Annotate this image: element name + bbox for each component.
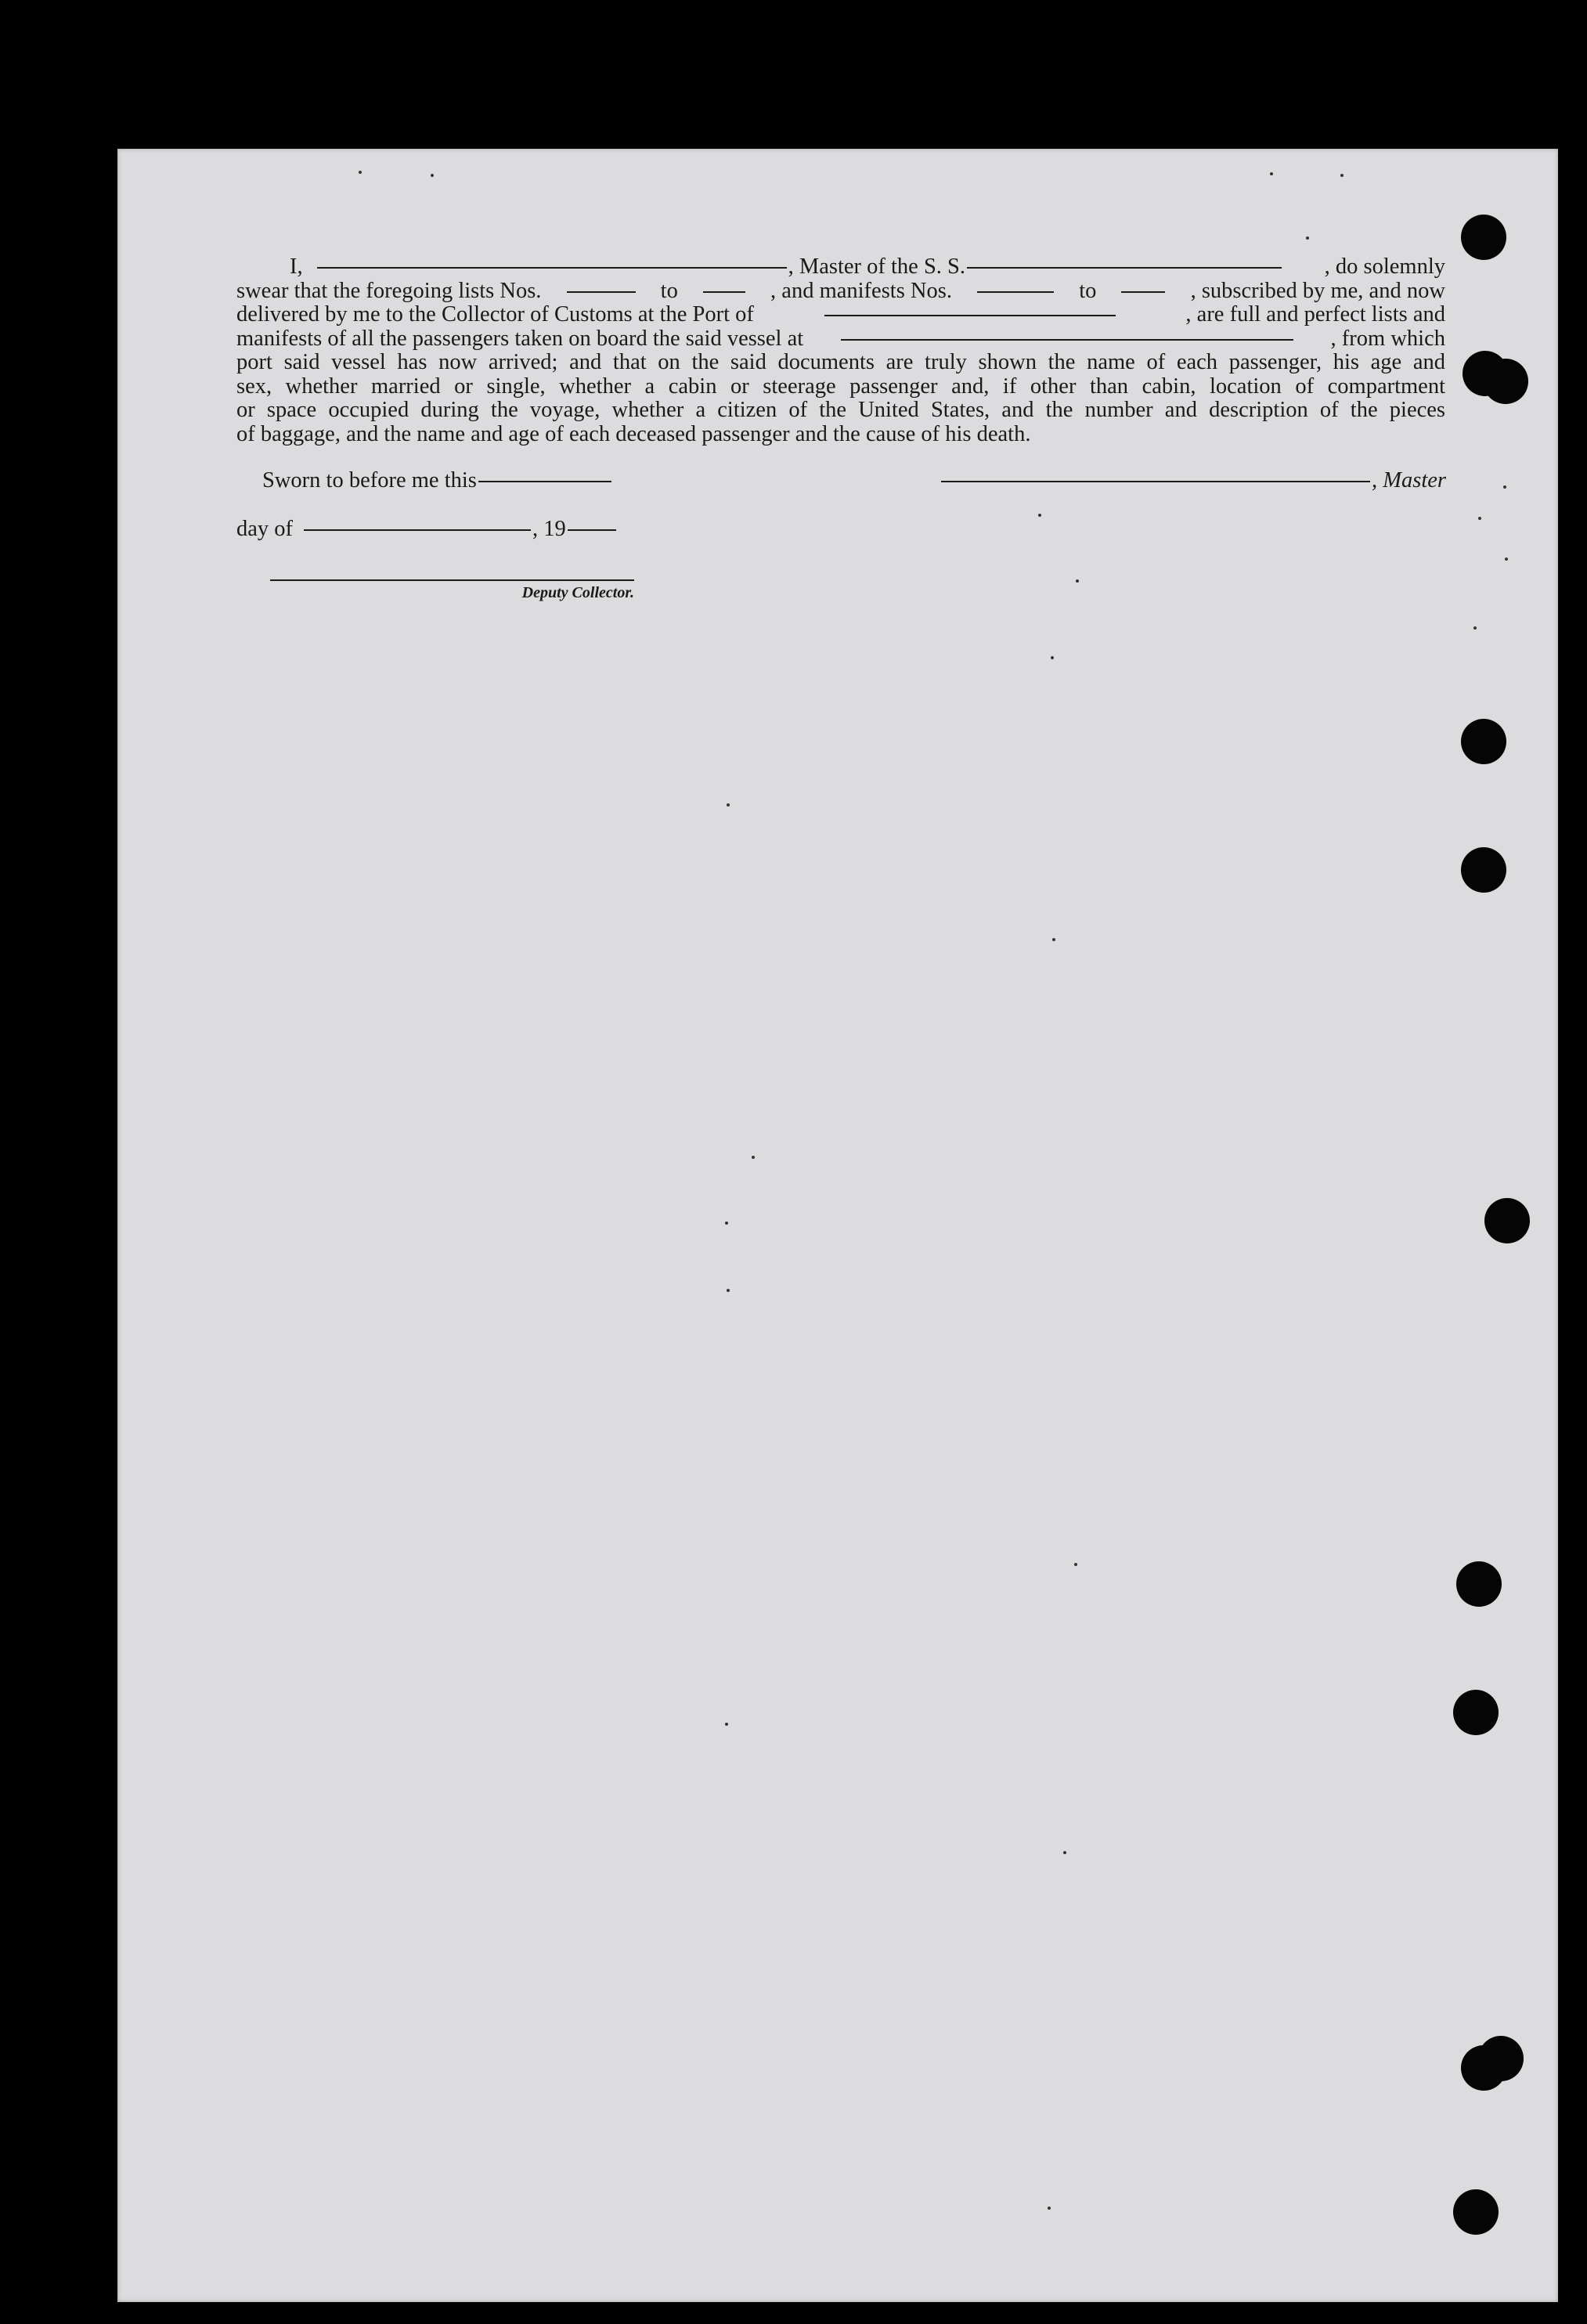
dust-speck bbox=[725, 1723, 728, 1726]
dust-speck bbox=[1048, 2207, 1051, 2210]
dust-speck bbox=[1306, 236, 1309, 240]
dust-speck bbox=[727, 1289, 730, 1292]
dust-speck bbox=[1503, 485, 1506, 489]
from-which-label: , from which bbox=[1330, 326, 1445, 351]
manifests-to-blank[interactable] bbox=[1121, 291, 1165, 293]
day-row bbox=[236, 517, 618, 542]
punch-hole bbox=[1484, 1198, 1530, 1243]
dust-speck bbox=[1038, 514, 1041, 517]
sworn-date-blank[interactable] bbox=[478, 481, 611, 482]
vessel-at-blank[interactable] bbox=[841, 339, 1293, 341]
punch-hole bbox=[1456, 1561, 1502, 1607]
master-signature-row bbox=[940, 468, 1446, 493]
dust-speck bbox=[1074, 1563, 1077, 1566]
dust-speck bbox=[1473, 626, 1477, 630]
deputy-collector-signature bbox=[270, 579, 634, 602]
dust-speck bbox=[359, 171, 362, 174]
oath-line-4 bbox=[236, 327, 1445, 352]
lists-from-blank[interactable] bbox=[567, 291, 636, 293]
to-label-2: to bbox=[1079, 278, 1097, 303]
dust-speck bbox=[752, 1156, 755, 1159]
oath-line-8 bbox=[236, 423, 1445, 447]
oath-line-7 bbox=[236, 399, 1445, 423]
day-of-label: day of bbox=[236, 517, 294, 541]
port-blank[interactable] bbox=[824, 315, 1116, 316]
punch-hole bbox=[1461, 719, 1506, 764]
oath-line-6 bbox=[236, 375, 1445, 399]
delivered-label: delivered by me to the Collector of Customs at the Port of bbox=[236, 302, 754, 327]
oath-text-6: sex, whether married or single, whether a cabin or steerage passenger and, if other than cabin, location of compartment bbox=[236, 374, 1445, 399]
oath-text-8: of baggage, and the name and age of each deceased passenger and the cause of his death. bbox=[236, 421, 1031, 446]
sworn-row bbox=[262, 468, 613, 493]
deputy-collector-label: Deputy Collector. bbox=[521, 584, 634, 601]
oath-line-5 bbox=[236, 351, 1445, 375]
oath-line-1 bbox=[236, 255, 1445, 280]
full-perfect-label: , are full and perfect lists and bbox=[1185, 302, 1445, 327]
swear-label: swear that the foregoing lists Nos. bbox=[236, 278, 542, 303]
punch-hole bbox=[1478, 2036, 1524, 2081]
master-signature-blank[interactable] bbox=[941, 481, 1370, 482]
master-of-ss-label: , Master of the S. S. bbox=[788, 254, 966, 279]
master-name-blank[interactable] bbox=[317, 267, 787, 269]
punch-hole bbox=[1461, 847, 1506, 893]
to-label-1: to bbox=[660, 278, 678, 303]
manifests-all-label: manifests of all the passengers taken on board the said vessel at bbox=[236, 326, 804, 351]
dust-speck bbox=[725, 1222, 728, 1225]
manifests-from-blank[interactable] bbox=[977, 291, 1054, 293]
dust-speck bbox=[1052, 938, 1055, 941]
dust-speck bbox=[1270, 172, 1273, 175]
do-solemnly-label: , do solemnly bbox=[1324, 254, 1445, 279]
subscribed-label: , subscribed by me, and now bbox=[1190, 278, 1445, 303]
dust-speck bbox=[1076, 579, 1079, 583]
oath-line-3 bbox=[236, 303, 1445, 327]
dust-speck bbox=[1051, 656, 1054, 659]
dust-speck bbox=[727, 803, 730, 807]
oath-line-2 bbox=[236, 280, 1445, 304]
oath-text-5: port said vessel has now arrived; and that on the said documents are truly shown the name of each passenger, his age and bbox=[236, 350, 1445, 374]
dust-speck bbox=[1478, 517, 1481, 520]
punch-hole bbox=[1483, 359, 1528, 404]
manifests-label: , and manifests Nos. bbox=[770, 278, 952, 303]
master-label: , Master bbox=[1372, 468, 1446, 493]
dust-speck bbox=[1063, 1851, 1066, 1854]
dust-speck bbox=[1340, 174, 1344, 177]
punch-hole bbox=[1453, 1690, 1499, 1735]
punch-hole bbox=[1461, 215, 1506, 260]
dust-speck bbox=[1505, 558, 1508, 561]
punch-hole bbox=[1453, 2189, 1499, 2235]
sworn-label: Sworn to before me this bbox=[262, 468, 477, 493]
dust-speck bbox=[431, 174, 434, 177]
year-prefix-label: , 19 bbox=[532, 517, 566, 541]
year-blank[interactable] bbox=[568, 529, 616, 531]
lists-to-blank[interactable] bbox=[703, 291, 745, 293]
oath-prefix: I, bbox=[290, 254, 303, 279]
oath-paragraph bbox=[236, 255, 1445, 446]
month-blank[interactable] bbox=[304, 529, 531, 531]
oath-text-7: or space occupied during the voyage, whether a citizen of the United States, and the number and description of the pieces bbox=[236, 398, 1445, 422]
ship-name-blank[interactable] bbox=[967, 267, 1282, 269]
